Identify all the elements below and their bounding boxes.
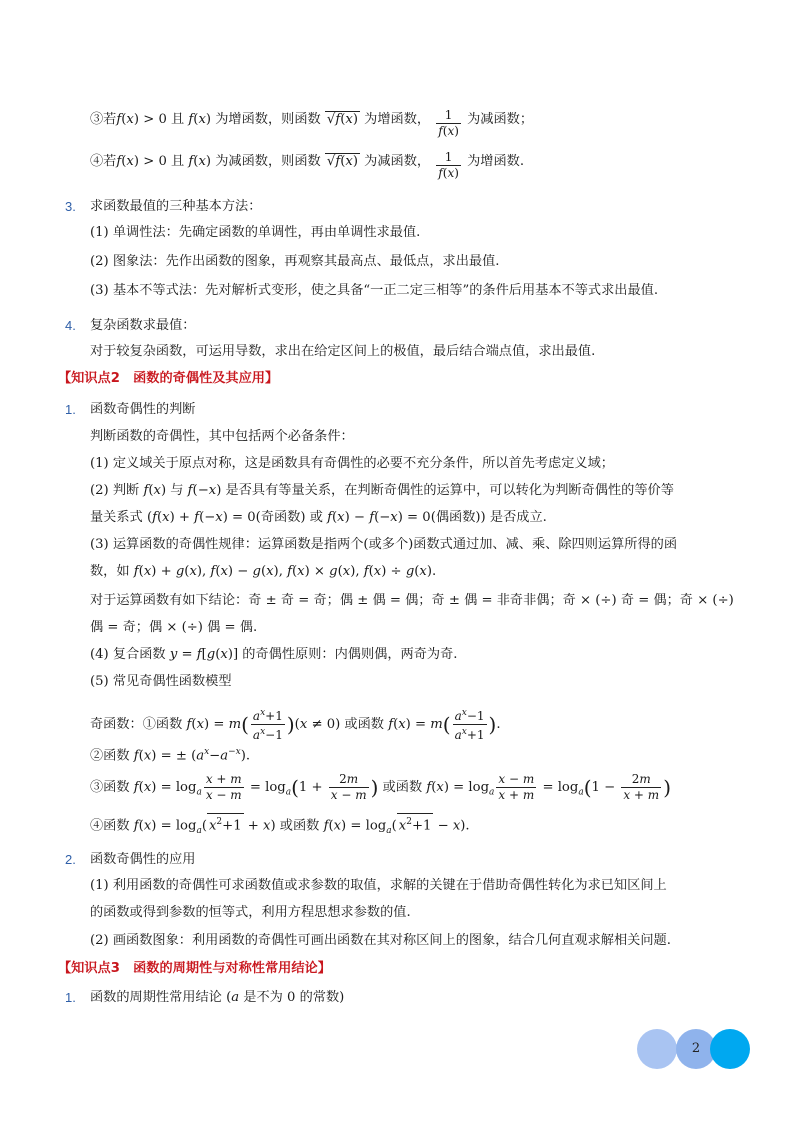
formula-line: 奇函数：①函数 f(x) = m( $\frac{a^x+1}{a^x-1}$ )(x ≠ 0) 或函数 f(x) = m( $\frac{a^x-1}{a^x+1}$ ). <box>90 708 501 742</box>
text-line: 对于运算函数有如下结论：奇 ± 奇 = 奇；偶 ± 偶 = 偶；奇 ± 偶 = 非奇非偶；奇 × (÷) 奇 = 偶；奇 × (÷) <box>90 593 734 608</box>
list-number: 3. <box>65 199 76 214</box>
formula-line: ③函数 $f(x) = \log_a$ $\frac{x + m}{x - m}$ = $\log_a(1$ + $\frac{2m}{x - m}$ ) 或函数 $f(x) = \log_a$ $\frac{x - m}{x + m}$ = $\log_a(1$ − $\frac{2m}{x + m}$ ) <box>90 772 671 802</box>
list-number: 4. <box>65 318 76 333</box>
text-line: 的函数或得到参数的恒等式，利用方程思想求参数的值. <box>90 905 411 920</box>
page-number: 2 <box>691 1041 701 1056</box>
text-line: (2) 判断 f(x) 与 f(−x) 是否具有等量关系，在判断奇偶性的运算中，可以转化为判断奇偶性的等价等 <box>90 483 674 498</box>
text-line: (1) 定义域关于原点对称，这是函数具有奇偶性的必要不充分条件，所以首先考虑定义域； <box>90 456 614 471</box>
list-number: 1. <box>65 402 76 417</box>
text-line: (2) 图象法：先作出函数的图象，再观察其最高点、最低点，求出最值. <box>90 254 500 269</box>
text-line: 对于较复杂函数，可运用导数，求出在给定区间上的极值，最后结合端点值，求出最值. <box>90 344 596 359</box>
text-line: 函数奇偶性的应用 <box>90 852 196 867</box>
formula-line: ④函数 $f(x) = \log_a$( $x^2+1 + x$) 或函数 $f(x) = \log_a$( $x^2+1 - x$). <box>90 813 470 841</box>
text-line: (2) 画函数图象：利用函数的奇偶性可画出函数在其对称区间上的图象，结合几何直观求解相关问题. <box>90 933 671 948</box>
text-line: (3) 基本不等式法：先对解析式变形，使之具备“一正二定三相等”的条件后用基本不等式求出最值. <box>90 283 659 298</box>
page-badge-left <box>637 1029 677 1069</box>
text-line: (1) 单调性法：先确定函数的单调性，再由单调性求最值. <box>90 225 421 240</box>
section-heading: 【知识点2 函数的奇偶性及其应用】 <box>58 371 279 386</box>
text-line: 偶 = 奇；偶 × (÷) 偶 = 偶. <box>90 620 258 635</box>
page-badge-right <box>710 1029 750 1069</box>
text-line: (3) 运算函数的奇偶性规律：运算函数是指两个(或多个)函数式通过加、减、乘、除四则运算所得的函 <box>90 537 678 552</box>
formula-line: ②函数 f(x) = ± $(a^x-a^{-x})$. <box>90 747 251 764</box>
list-number: 1. <box>65 990 76 1005</box>
text-line: (4) 复合函数 y = f[g(x)] 的奇偶性原则：内偶则偶，两奇为奇. <box>90 647 458 662</box>
text-line: 复杂函数求最值： <box>90 318 196 333</box>
text-line: ④若f(x) > 0 且 f(x) 为减函数，则函数 √f(x) 为减函数， $\frac{1}{f(x)}$ 为增函数. <box>90 150 525 180</box>
text-line: 求函数最值的三种基本方法： <box>90 199 262 214</box>
text-line: 判断函数的奇偶性，其中包括两个必备条件： <box>90 429 354 444</box>
text-line: 数，如 f(x) + g(x), f(x) − g(x), f(x) × g(x), f(x) ÷ g(x). <box>90 564 437 579</box>
section-heading: 【知识点3 函数的周期性与对称性常用结论】 <box>58 961 331 976</box>
text-line: 函数奇偶性的判断 <box>90 402 196 417</box>
list-number: 2. <box>65 852 76 867</box>
text-line: 量关系式 (f(x) + f(−x) = 0(奇函数) 或 f(x) − f(−x) = 0(偶函数)) 是否成立. <box>90 510 547 525</box>
text-line: (1) 利用函数的奇偶性可求函数值或求参数的取值，求解的关键在于借助奇偶性转化为求已知区间上 <box>90 878 667 893</box>
text-line: ③若f(x) > 0 且 f(x) 为增函数，则函数 √f(x) 为增函数， $\frac{1}{f(x)}$ 为减函数； <box>90 108 534 138</box>
text-line: (5) 常见奇偶性函数模型 <box>90 674 232 689</box>
text-line: 函数的周期性常用结论 (a 是不为 0 的常数) <box>90 990 345 1005</box>
